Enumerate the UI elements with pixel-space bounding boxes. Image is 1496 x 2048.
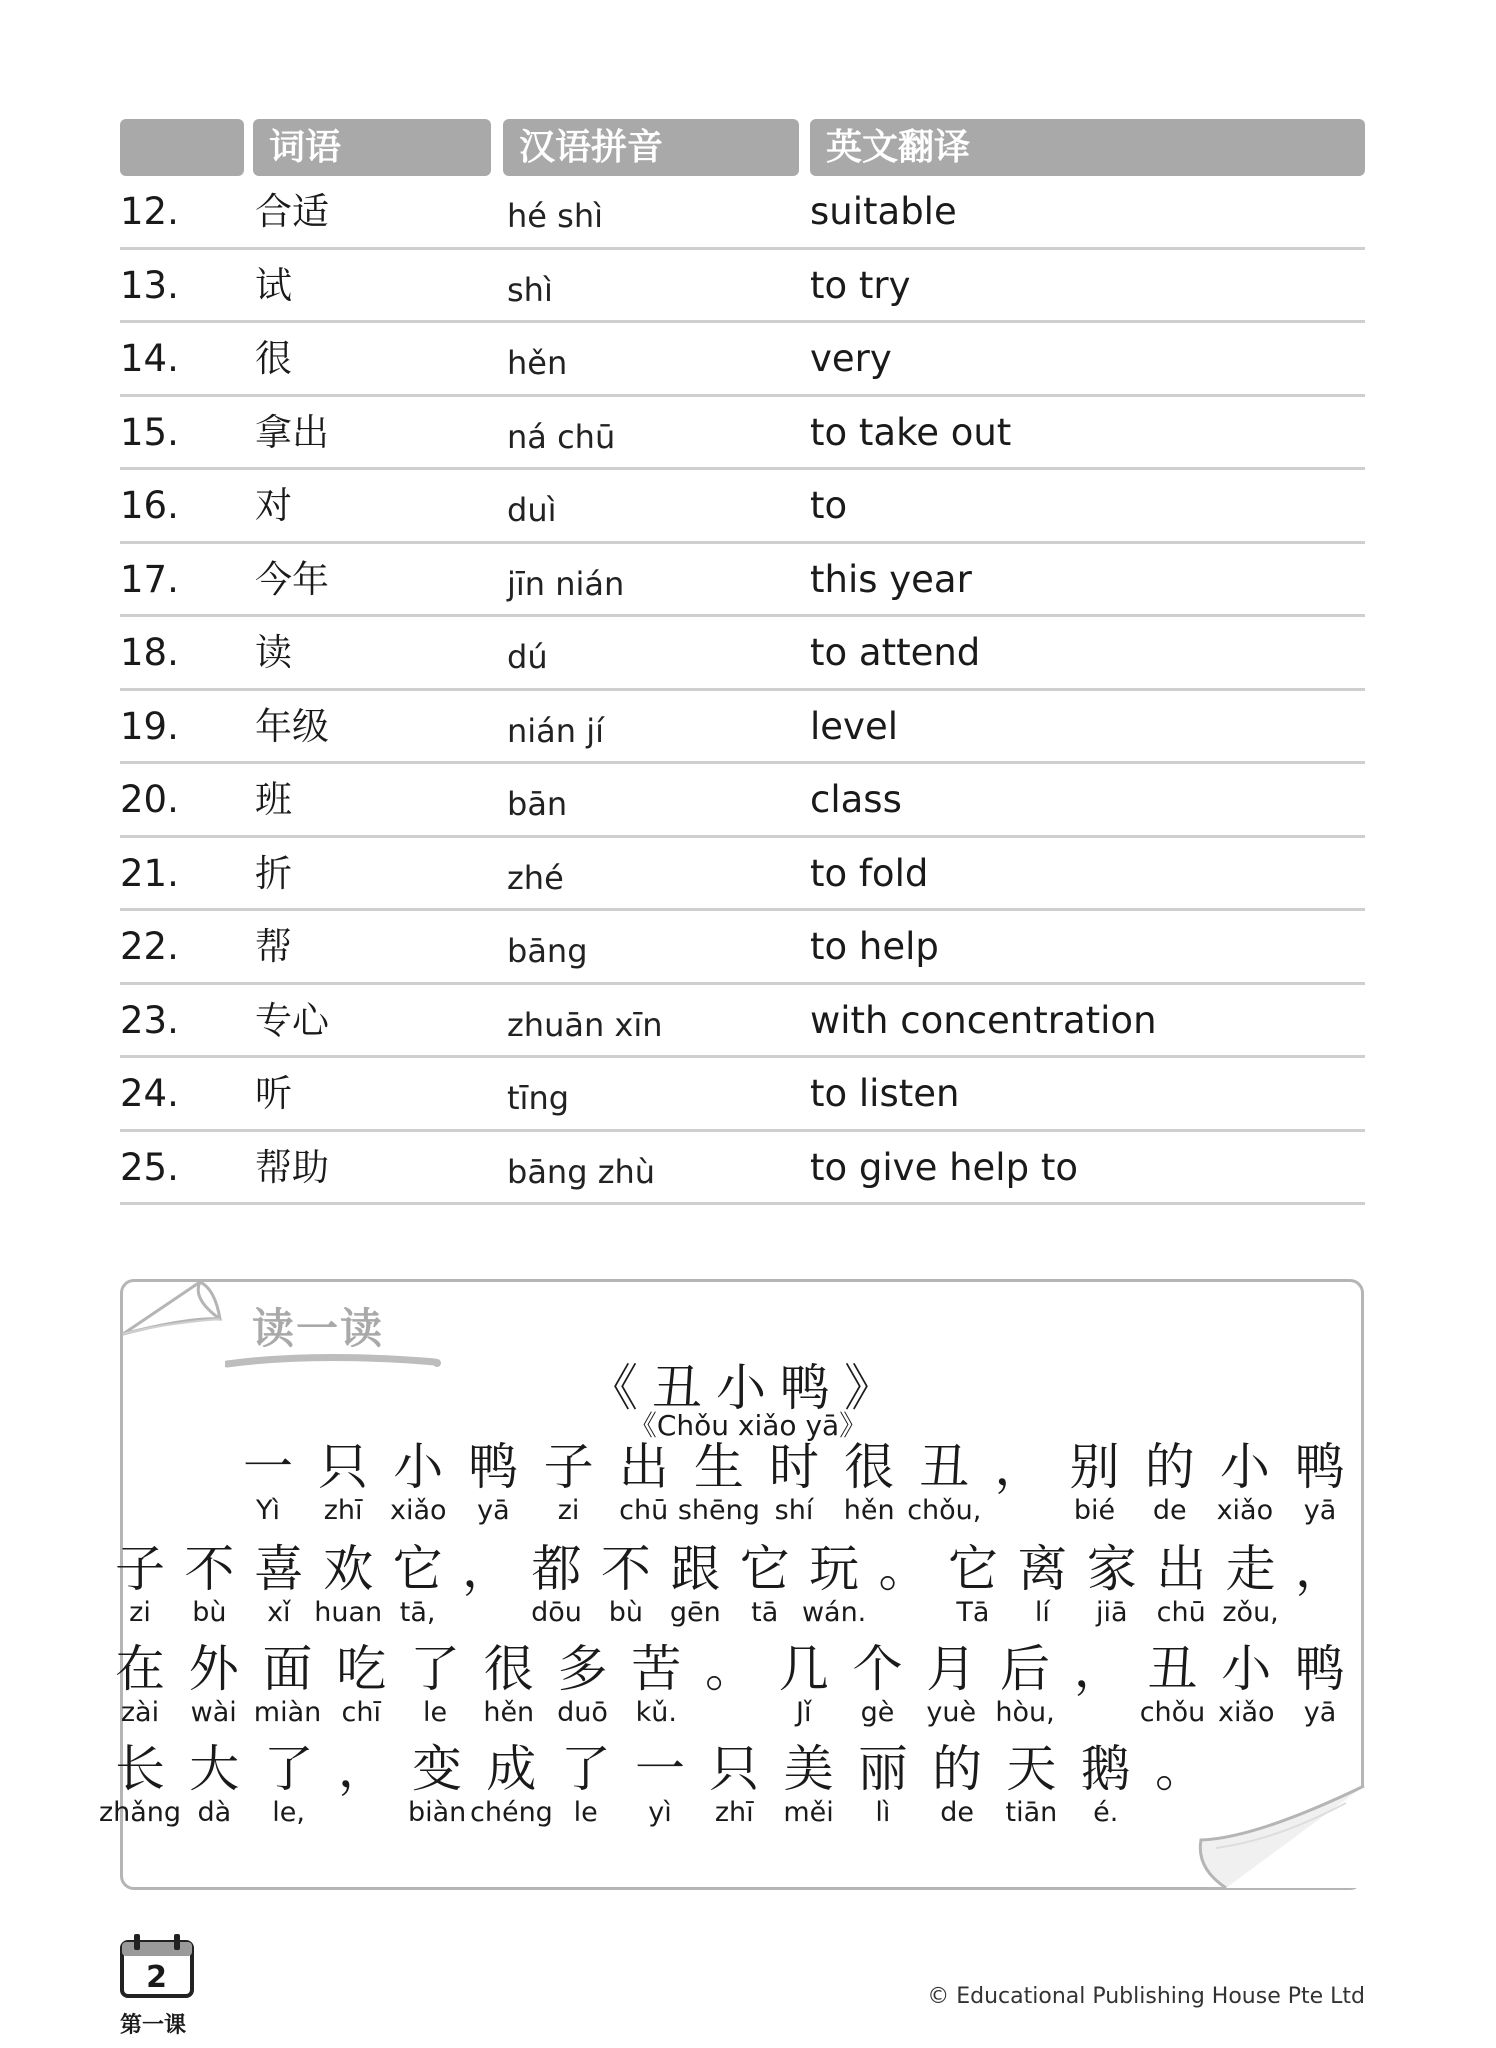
pinyin: yā xyxy=(1303,1495,1337,1526)
row-number: 12. xyxy=(120,190,179,233)
pinyin: chǒu xyxy=(1139,1697,1206,1728)
story-token xyxy=(328,1740,398,1798)
story-token xyxy=(695,1640,765,1698)
header-pinyin: 汉语拼音 xyxy=(503,119,799,176)
row-english: with concentration xyxy=(810,998,1157,1042)
pinyin: miàn xyxy=(253,1697,322,1728)
hanzi: 出 xyxy=(618,1438,669,1496)
hanzi: 丑 xyxy=(919,1438,970,1496)
hanzi: ， xyxy=(1073,1640,1124,1698)
hanzi: 玩 xyxy=(809,1540,860,1598)
hanzi: ， xyxy=(994,1438,1045,1496)
pinyin: tiān xyxy=(1005,1797,1058,1828)
hanzi: 外 xyxy=(188,1640,239,1698)
hanzi: 后 xyxy=(1000,1640,1050,1698)
pinyin: wài xyxy=(190,1697,237,1728)
row-pinyin: shì xyxy=(507,270,553,309)
hanzi: 在 xyxy=(115,1640,165,1698)
hanzi: 美 xyxy=(783,1740,834,1798)
story-token xyxy=(1071,1740,1141,1828)
hanzi: 子 xyxy=(115,1540,165,1598)
hanzi: 都 xyxy=(531,1540,582,1598)
hanzi: 多 xyxy=(557,1640,608,1698)
pinyin: chū xyxy=(1156,1597,1206,1628)
hanzi: 吃 xyxy=(336,1640,387,1698)
pinyin: wán. xyxy=(801,1597,867,1628)
hanzi: 。 xyxy=(1155,1740,1205,1798)
hanzi: 喜 xyxy=(253,1540,304,1598)
story-token xyxy=(1285,1438,1355,1526)
hanzi: 一 xyxy=(635,1740,685,1798)
row-english: level xyxy=(810,704,898,748)
pinyin: chī xyxy=(341,1697,381,1728)
pinyin: gè xyxy=(860,1697,895,1728)
table-row xyxy=(120,764,1365,838)
hanzi: 子 xyxy=(543,1438,594,1496)
row-word: 拿出 xyxy=(255,410,329,454)
pinyin: xiǎo xyxy=(390,1495,447,1526)
story-token xyxy=(1285,1540,1355,1598)
row-number: 24. xyxy=(120,1072,179,1115)
page-number: 2 xyxy=(146,1960,167,1995)
hanzi: 跟 xyxy=(670,1540,721,1598)
row-english: to help xyxy=(810,925,939,968)
pinyin: yā xyxy=(1303,1697,1337,1728)
row-number: 18. xyxy=(120,631,179,674)
hanzi: 欢 xyxy=(323,1540,374,1598)
pinyin: hòu, xyxy=(995,1697,1055,1728)
row-pinyin: zhuān xīn xyxy=(507,1005,663,1044)
row-word: 合适 xyxy=(255,190,329,233)
row-english: to listen xyxy=(810,1072,960,1115)
hanzi: 了 xyxy=(410,1640,460,1698)
row-number: 22. xyxy=(120,925,179,968)
row-word: 今年 xyxy=(255,557,329,601)
row-word: 专心 xyxy=(255,998,329,1042)
pinyin: duō xyxy=(557,1697,608,1728)
pinyin: yì xyxy=(648,1797,672,1828)
reading-section-title: 读一读 xyxy=(252,1304,385,1353)
hanzi: 时 xyxy=(769,1438,819,1496)
hanzi: 它 xyxy=(739,1540,790,1598)
row-english: to fold xyxy=(810,851,929,895)
hanzi: 鹅 xyxy=(1080,1740,1131,1798)
story-token xyxy=(452,1540,522,1598)
hanzi: 天 xyxy=(1006,1740,1057,1798)
pinyin: zi xyxy=(557,1495,580,1526)
story-token xyxy=(1216,1540,1286,1628)
pinyin: zhī xyxy=(323,1495,363,1526)
hanzi: 别 xyxy=(1069,1438,1120,1496)
pinyin: chéng xyxy=(470,1797,553,1828)
table-row xyxy=(120,911,1365,985)
row-number: 14. xyxy=(120,337,179,380)
row-pinyin: ná chū xyxy=(507,417,616,456)
header-word: 词语 xyxy=(253,119,491,176)
hanzi: ， xyxy=(462,1540,513,1598)
row-english: to give help to xyxy=(810,1145,1078,1189)
hanzi: 面 xyxy=(262,1640,313,1698)
row-pinyin: tīng xyxy=(507,1079,570,1117)
row-pinyin: dú xyxy=(507,638,548,676)
row-pinyin: bāng xyxy=(507,932,588,970)
pinyin: de xyxy=(940,1797,975,1828)
hanzi: 。 xyxy=(878,1540,929,1598)
row-english: this year xyxy=(810,557,972,601)
story-token xyxy=(907,1438,982,1526)
row-number: 13. xyxy=(120,263,179,307)
pinyin: chǒu, xyxy=(907,1495,982,1526)
story-token xyxy=(254,1740,324,1828)
pinyin: tā xyxy=(751,1597,779,1628)
pinyin: le xyxy=(422,1697,448,1728)
pinyin: měi xyxy=(783,1797,834,1828)
hanzi: 走 xyxy=(1225,1540,1276,1598)
hanzi: 大 xyxy=(189,1740,240,1798)
row-number: 20. xyxy=(120,778,179,821)
pinyin: bù xyxy=(608,1597,643,1628)
pinyin: shí xyxy=(774,1495,814,1526)
pinyin: Tā xyxy=(956,1597,990,1628)
table-row xyxy=(120,617,1365,691)
hanzi: 生 xyxy=(693,1438,744,1496)
pinyin: hěn xyxy=(483,1697,535,1728)
pinyin: Yì xyxy=(256,1495,280,1526)
hanzi: 的 xyxy=(1144,1438,1195,1496)
story-title: 《丑小鸭》 xyxy=(588,1359,908,1417)
lesson-label: 第一课 xyxy=(120,2013,187,2038)
hanzi: 家 xyxy=(1086,1540,1137,1598)
hanzi: 鸭 xyxy=(468,1438,519,1496)
story-token xyxy=(990,1640,1060,1728)
story-title-pinyin: 《Chǒu xiǎo yā》 xyxy=(628,1409,868,1442)
pinyin: zhī xyxy=(714,1797,754,1828)
table-row xyxy=(120,470,1365,544)
row-pinyin: hěn xyxy=(507,344,568,382)
header-number xyxy=(120,119,244,176)
hanzi: 小 xyxy=(1219,1438,1270,1496)
hanzi: 了 xyxy=(263,1740,314,1798)
hanzi: 一 xyxy=(243,1438,293,1496)
hanzi: 了 xyxy=(560,1740,611,1798)
row-word: 读 xyxy=(255,631,292,674)
copyright: © Educational Publishing House Pte Ltd xyxy=(927,1984,1365,2009)
table-body xyxy=(120,176,1365,1205)
row-word: 帮助 xyxy=(255,1145,329,1189)
hanzi: 几 xyxy=(778,1640,829,1698)
table-row xyxy=(120,397,1365,471)
pinyin: yā xyxy=(477,1495,510,1526)
hanzi: 长 xyxy=(115,1740,165,1798)
pinyin: zhǎng xyxy=(98,1797,182,1828)
pinyin: yuè xyxy=(926,1697,977,1728)
row-english: to try xyxy=(810,263,911,307)
hanzi: 个 xyxy=(852,1640,903,1698)
story-token xyxy=(799,1540,869,1628)
story-token xyxy=(869,1540,939,1598)
row-pinyin: zhé xyxy=(507,858,564,897)
row-word: 对 xyxy=(255,484,292,527)
pinyin: xǐ xyxy=(267,1597,291,1628)
hanzi: 丑 xyxy=(1147,1640,1198,1698)
pinyin: biàn xyxy=(407,1797,467,1828)
table-row xyxy=(120,250,1365,324)
row-pinyin: duì xyxy=(507,491,557,529)
hanzi: ， xyxy=(337,1740,388,1798)
pinyin: xiǎo xyxy=(1217,1697,1275,1728)
row-number: 21. xyxy=(120,851,179,895)
hanzi: 只 xyxy=(318,1438,369,1496)
row-english: to attend xyxy=(810,631,981,674)
table-row xyxy=(120,323,1365,397)
table-row xyxy=(120,176,1365,250)
table-row xyxy=(120,838,1365,912)
pinyin: hěn xyxy=(843,1495,895,1526)
table-row xyxy=(120,1058,1365,1132)
pinyin: le, xyxy=(272,1797,305,1828)
row-english: suitable xyxy=(810,190,957,233)
row-word: 折 xyxy=(255,851,292,895)
header-english: 英文翻译 xyxy=(810,119,1365,176)
story-token xyxy=(621,1640,691,1728)
pinyin: zài xyxy=(120,1697,160,1728)
row-word: 听 xyxy=(255,1072,292,1115)
pinyin: tā, xyxy=(399,1597,436,1628)
row-number: 25. xyxy=(120,1145,179,1189)
row-word: 年级 xyxy=(255,704,329,748)
row-number: 23. xyxy=(120,998,179,1042)
hanzi: 的 xyxy=(932,1740,983,1798)
row-number: 15. xyxy=(120,410,179,454)
story-token xyxy=(383,1540,453,1628)
hanzi: 月 xyxy=(926,1640,977,1698)
hanzi: 很 xyxy=(844,1438,895,1496)
row-number: 17. xyxy=(120,557,179,601)
hanzi: 小 xyxy=(393,1438,444,1496)
pinyin: xiǎo xyxy=(1216,1495,1274,1526)
pinyin: zǒu, xyxy=(1222,1597,1279,1628)
row-number: 19. xyxy=(120,704,179,748)
page-curl-icon xyxy=(1196,1778,1368,1893)
table-row xyxy=(120,1132,1365,1206)
pinyin: le xyxy=(573,1797,598,1828)
row-english: to xyxy=(810,484,848,527)
pinyin: Jǐ xyxy=(796,1697,812,1728)
story-token xyxy=(1285,1640,1355,1728)
table-header xyxy=(120,119,1365,176)
row-pinyin: bān xyxy=(507,785,568,823)
pinyin: bié xyxy=(1073,1495,1116,1526)
pinyin: lì xyxy=(875,1797,891,1828)
hanzi: 鸭 xyxy=(1295,1438,1345,1496)
pinyin: huan xyxy=(314,1597,383,1628)
row-word: 很 xyxy=(255,337,292,380)
pinyin: gēn xyxy=(669,1597,721,1628)
hanzi: 它 xyxy=(947,1540,998,1598)
table-row xyxy=(120,691,1365,765)
vocab-table xyxy=(120,119,1365,1205)
row-word: 帮 xyxy=(255,925,292,968)
row-pinyin: jīn nián xyxy=(507,564,625,603)
row-pinyin: bāng zhù xyxy=(507,1152,656,1191)
hanzi: ， xyxy=(1295,1540,1345,1598)
pinyin: chū xyxy=(619,1495,669,1526)
hanzi: 很 xyxy=(483,1640,534,1698)
hanzi: 变 xyxy=(412,1740,463,1798)
story-token xyxy=(1064,1640,1134,1698)
pinyin: de xyxy=(1152,1495,1187,1526)
row-pinyin: hé shì xyxy=(507,197,603,235)
pinyin: dōu xyxy=(531,1597,582,1628)
hanzi: 离 xyxy=(1017,1540,1068,1598)
pinyin: jiā xyxy=(1095,1597,1128,1628)
hanzi: 不 xyxy=(184,1540,235,1598)
pinyin: bù xyxy=(192,1597,227,1628)
hanzi: 只 xyxy=(709,1740,760,1798)
pinyin: zi xyxy=(129,1597,151,1628)
pinyin: lí xyxy=(1034,1597,1050,1628)
hanzi: 它 xyxy=(392,1540,443,1598)
row-pinyin: nián jí xyxy=(507,711,605,750)
story-token xyxy=(984,1438,1054,1496)
row-number: 16. xyxy=(120,484,179,527)
hanzi: 小 xyxy=(1221,1640,1272,1698)
table-row xyxy=(120,985,1365,1059)
pinyin: shēng xyxy=(677,1495,760,1526)
hanzi: 。 xyxy=(705,1640,755,1698)
row-word: 试 xyxy=(255,263,292,307)
hanzi: 丽 xyxy=(857,1740,908,1798)
row-english: class xyxy=(810,778,902,821)
hanzi: 出 xyxy=(1156,1540,1207,1598)
row-word: 班 xyxy=(255,778,292,821)
row-english: very xyxy=(810,337,892,380)
pinyin: é. xyxy=(1093,1797,1119,1828)
hanzi: 成 xyxy=(486,1740,537,1798)
hanzi: 苦 xyxy=(631,1640,682,1698)
row-english: to take out xyxy=(810,410,1012,454)
table-row xyxy=(120,544,1365,618)
pinyin: kǔ. xyxy=(635,1697,677,1728)
pinyin: dà xyxy=(197,1797,232,1828)
hanzi: 鸭 xyxy=(1295,1640,1345,1698)
hanzi: 不 xyxy=(600,1540,651,1598)
